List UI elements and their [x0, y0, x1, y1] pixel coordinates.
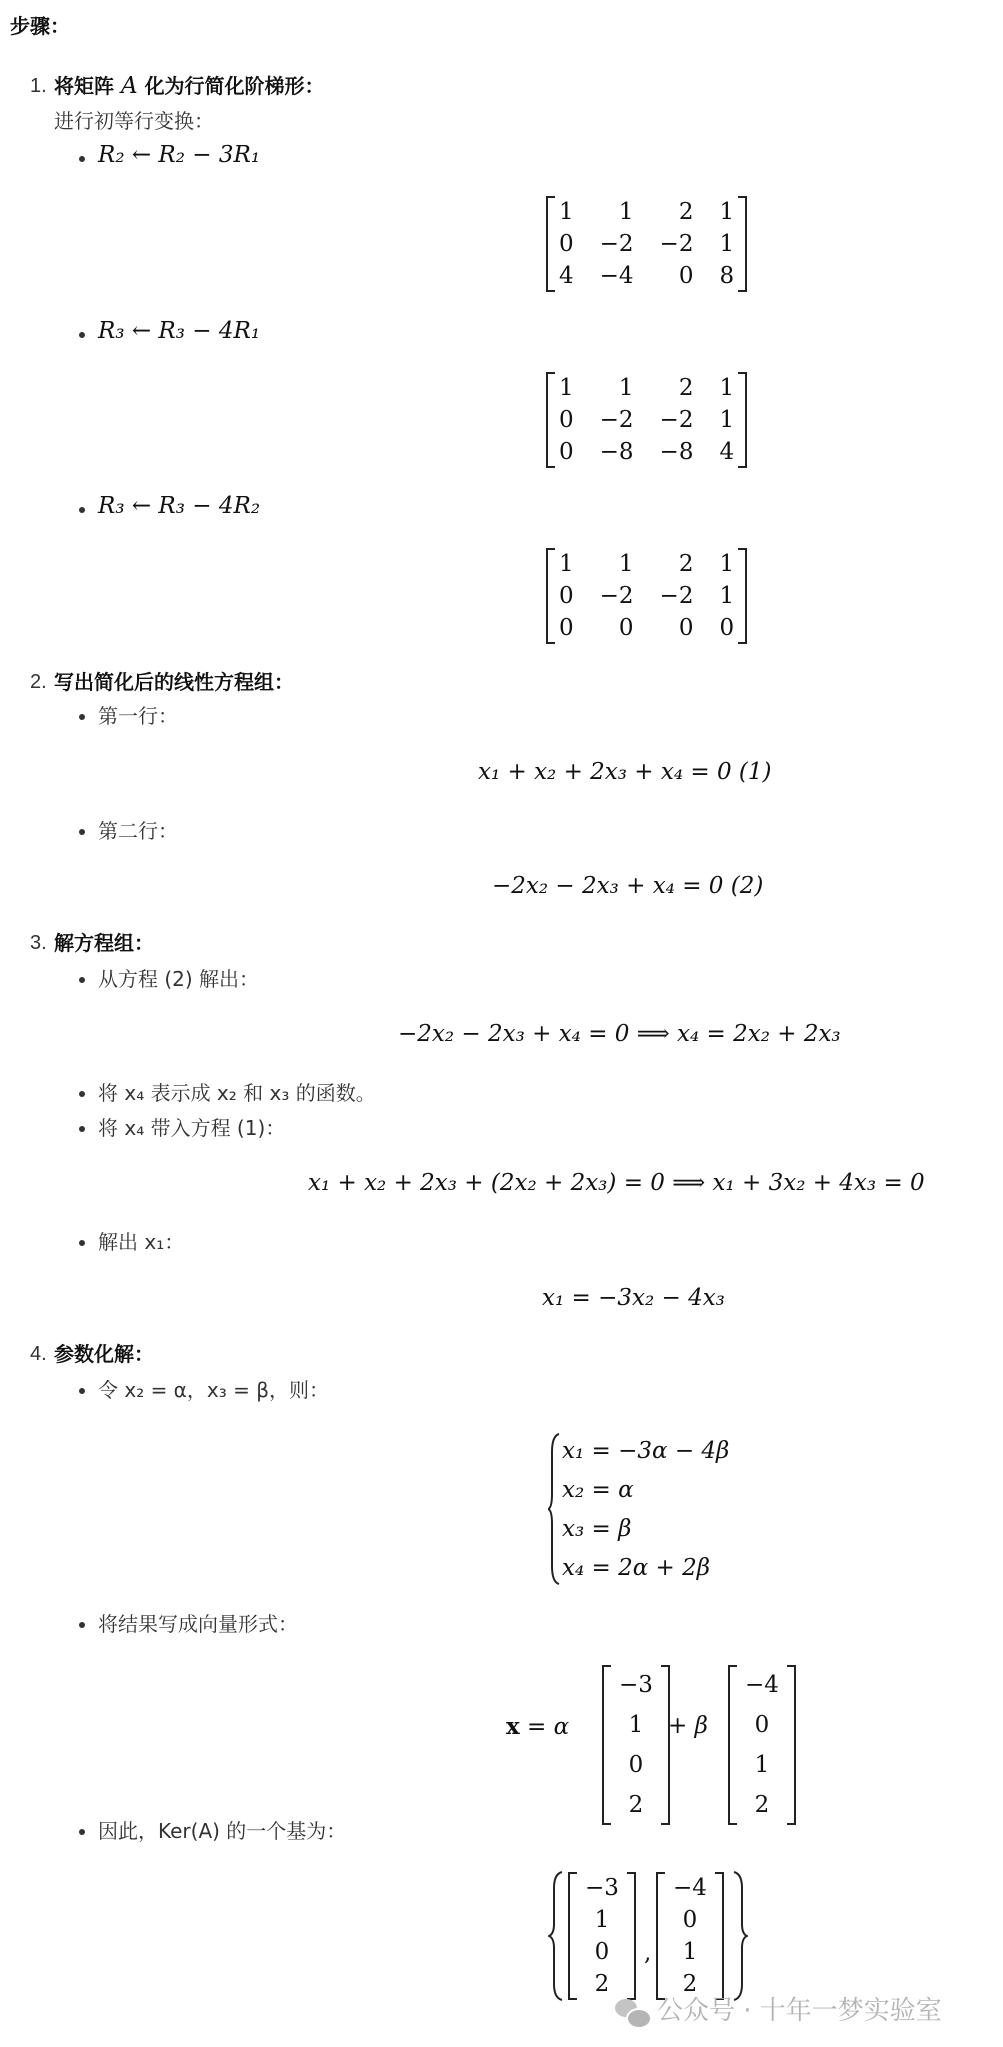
cell: 2 [678, 375, 694, 401]
cell: 1 [628, 1712, 644, 1738]
cell: 2 [682, 1971, 698, 1997]
cell: 2 [678, 551, 694, 577]
right-bracket [661, 1665, 670, 1825]
cell: −4 [745, 1672, 779, 1698]
step-3-number: 3. [30, 932, 47, 954]
watermark [615, 1990, 942, 2027]
cell: 0 [719, 615, 735, 641]
cell: 0 [754, 1712, 770, 1738]
cell: −2 [659, 231, 694, 257]
bullet-icon [79, 1240, 85, 1246]
row-op-2: R₃ ← R₃ − 4R₁ [98, 318, 261, 344]
cell: 1 [719, 407, 735, 433]
cell: 1 [559, 199, 574, 225]
cell: 2 [754, 1792, 770, 1818]
x4-derivation: −2x₂ − 2x₃ + x₄ = 0 ⟹ x₄ = 2x₂ + 2x₃ [398, 1021, 841, 1047]
cell: 0 [678, 615, 694, 641]
left-bracket [546, 548, 555, 644]
matrix-after-op-1 [546, 196, 747, 292]
cell: 1 [682, 1939, 698, 1965]
cell: 2 [628, 1792, 644, 1818]
cell: −2 [599, 231, 634, 257]
step-4-number: 4. [30, 1343, 47, 1365]
cell: 1 [719, 231, 735, 257]
basis-separator: , [644, 1940, 652, 1966]
bullet-icon [79, 332, 85, 338]
bullet-icon [79, 1829, 85, 1835]
parametric-system [562, 1432, 729, 1588]
wechat-icon [615, 1997, 649, 2027]
parameter-let-label: 令 x₂ = α，x₃ = β，则： [98, 1378, 329, 1402]
step-1-title-post: 化为行简化阶梯形： [144, 74, 325, 98]
cell: −4 [599, 263, 634, 289]
step-1-number: 1. [30, 75, 47, 97]
right-bracket [738, 196, 747, 292]
cell: 1 [719, 583, 735, 609]
bullet-icon [79, 507, 85, 513]
bullet-icon [79, 1126, 85, 1132]
cell: 4 [559, 263, 574, 289]
bullet-icon [79, 977, 85, 983]
step-1-intro: 进行初等行变换： [54, 109, 214, 133]
cell: 2 [594, 1971, 610, 1997]
solve-x1-label: 解出 x₁： [98, 1230, 185, 1254]
left-bracket [728, 1665, 737, 1825]
cell: 8 [719, 263, 735, 289]
row-op-1: R₂ ← R₂ − 3R₁ [98, 142, 261, 168]
cell: 0 [682, 1907, 698, 1933]
cell: −3 [585, 1875, 619, 1901]
x1-solution: x₁ = −3x₂ − 4x₃ [542, 1285, 725, 1311]
left-curly-brace-icon [548, 1870, 564, 2006]
solve-from-eq2-label: 从方程 (2) 解出： [98, 967, 260, 991]
bullet-icon [79, 1388, 85, 1394]
left-bracket [602, 1665, 611, 1825]
system-line: x₃ = β [562, 1516, 632, 1542]
cell: 1 [754, 1752, 770, 1778]
bullet-icon [79, 829, 85, 835]
cell: 0 [678, 263, 694, 289]
step-4-title: 参数化解： [54, 1342, 154, 1366]
cell: 0 [594, 1939, 610, 1965]
cell: 1 [559, 375, 574, 401]
express-x4-note: 将 x₄ 表示成 x₂ 和 x₃ 的函数。 [98, 1081, 376, 1105]
cell: 2 [678, 199, 694, 225]
cell: 0 [618, 615, 634, 641]
left-bracket [546, 196, 555, 292]
first-row-label: 第一行： [98, 704, 178, 728]
cell: 0 [559, 231, 574, 257]
left-bracket [656, 1872, 665, 2000]
cell: 1 [618, 551, 634, 577]
system-line: x₂ = α [562, 1477, 634, 1503]
right-bracket [738, 548, 747, 644]
step-3-title: 解方程组： [54, 931, 154, 955]
cell: 1 [618, 199, 634, 225]
step-1-title [54, 73, 325, 99]
left-bracket [568, 1872, 577, 2000]
equation-2: −2x₂ − 2x₃ + x₄ = 0 (2) [492, 873, 764, 899]
bullet-icon [79, 156, 85, 162]
cell: −4 [673, 1875, 707, 1901]
cell: −2 [599, 583, 634, 609]
vector-lhs [506, 1713, 569, 1740]
equals-alpha: = α [519, 1714, 570, 1740]
step-2-title: 写出简化后的线性方程组： [54, 670, 294, 694]
system-line: x₁ = −3α − 4β [562, 1438, 730, 1464]
cell: −8 [599, 439, 634, 465]
cell: 0 [559, 583, 574, 609]
substitution-equation: x₁ + x₂ + 2x₃ + (2x₂ + 2x₃) = 0 ⟹ x₁ + 3x₂ + 4x₃ = 0 [308, 1170, 925, 1196]
cell: 1 [719, 375, 735, 401]
plus-beta: + β [668, 1713, 708, 1739]
cell: 0 [559, 615, 574, 641]
basis-vector-2 [656, 1872, 724, 2000]
equation-1: x₁ + x₂ + 2x₃ + x₄ = 0 (1) [478, 759, 772, 785]
watermark-text: 公众号 · 十年一梦实验室 [657, 1996, 942, 2026]
cell: −3 [619, 1672, 653, 1698]
cell: 1 [618, 375, 634, 401]
cell: 4 [719, 439, 735, 465]
kernel-basis-label: 因此，Ker(A) 的一个基为： [98, 1819, 347, 1843]
right-bracket [787, 1665, 796, 1825]
bullet-icon [79, 714, 85, 720]
vector-2 [728, 1665, 796, 1825]
step-2-number: 2. [30, 671, 47, 693]
section-heading: 步骤： [10, 14, 70, 38]
system-line: x₄ = 2α + 2β [562, 1555, 711, 1581]
cell: 1 [594, 1907, 610, 1933]
second-row-label: 第二行： [98, 819, 178, 843]
left-brace-icon [548, 1432, 558, 1586]
cell: 1 [559, 551, 574, 577]
basis-vector-1 [568, 1872, 636, 2000]
row-op-3: R₃ ← R₃ − 4R₂ [98, 493, 261, 519]
cell: 1 [719, 199, 735, 225]
right-curly-brace-icon [732, 1870, 748, 2006]
bullet-icon [79, 1622, 85, 1628]
right-bracket [738, 372, 747, 468]
bullet-icon [79, 1091, 85, 1097]
left-bracket [546, 372, 555, 468]
vector-x: x [506, 1713, 520, 1740]
vector-1 [602, 1665, 670, 1825]
cell: −8 [659, 439, 694, 465]
right-bracket [627, 1872, 636, 2000]
matrix-variable-a: A [120, 73, 138, 99]
matrix-after-op-3 [546, 548, 747, 644]
cell: 0 [559, 439, 574, 465]
cell: 0 [628, 1752, 644, 1778]
matrix-after-op-2 [546, 372, 747, 468]
cell: −2 [659, 583, 694, 609]
cell: 0 [559, 407, 574, 433]
vector-form-label: 将结果写成向量形式： [98, 1612, 298, 1636]
substitute-x4-label: 将 x₄ 带入方程 (1)： [98, 1116, 286, 1140]
step-1-title-pre: 将矩阵 [54, 74, 114, 98]
cell: −2 [599, 407, 634, 433]
cell: −2 [659, 407, 694, 433]
cell: 1 [719, 551, 735, 577]
right-bracket [715, 1872, 724, 2000]
